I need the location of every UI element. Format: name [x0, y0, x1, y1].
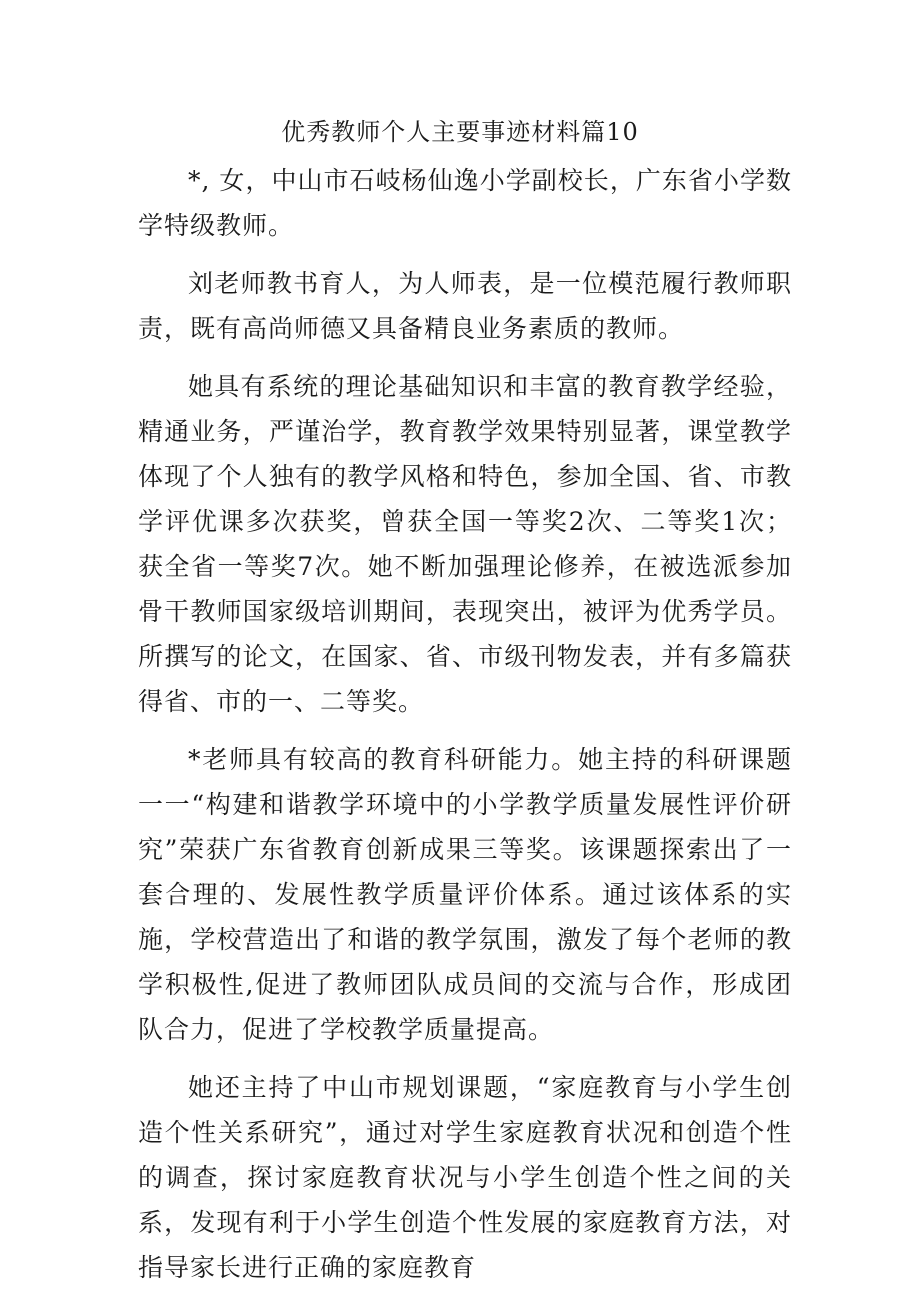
paragraph-5: 她还主持了中山市规划课题，“家庭教育与小学生创造个性关系研究”，通过对学生家庭教育状况和创造个性的调查，探讨家庭教育状况与小学生创造个性之间的关系，发现有利于小学生创造个性发展的家庭教育方法，对指导家长进行正确的家庭教育	[138, 1073, 792, 1282]
document-title: 优秀教师个人主要事迹材料篇10	[281, 118, 639, 146]
paragraph-3: 她具有系统的理论基础知识和丰富的教育教学经验，精通业务，严谨治学，教育教学效果特别显著，课堂教学体现了个人独有的教学风格和特色，参加全国、省、市教学评优课多次获奖，曾获全国一等奖2次、二等奖1次；获全省一等奖7次。她不断加强理论修养，在被选派参加骨干教师国家级培训期间，表现突出，被评为优秀学员。所撰写的论文，在国家、省、市级刊物发表，并有多篇获得省、市的一、二等奖。	[138, 372, 792, 716]
document-body	[138, 158, 792, 1303]
paragraph-2: 刘老师教书育人，为人师表，是一位模范履行教师职责，既有高尚师德又具备精良业务素质的教师。	[138, 269, 792, 343]
paragraph-1: *, 女，中山市石岐杨仙逸小学副校长，广东省小学数学特级教师。	[138, 166, 792, 240]
paragraph-4: *老师具有较高的教育科研能力。她主持的科研课题一一“构建和谐教学环境中的小学教学质量发展性评价研究”荣获广东省教育创新成果三等奖。该课题探索出了一套合理的、发展性教学质量评价体系。通过该体系的实施，学校营造出了和谐的教学氛围，激发了每个老师的教学积极性,促进了教师团队成员间的交流与合作，形成团队合力，促进了学校教学质量提高。	[138, 745, 792, 1044]
